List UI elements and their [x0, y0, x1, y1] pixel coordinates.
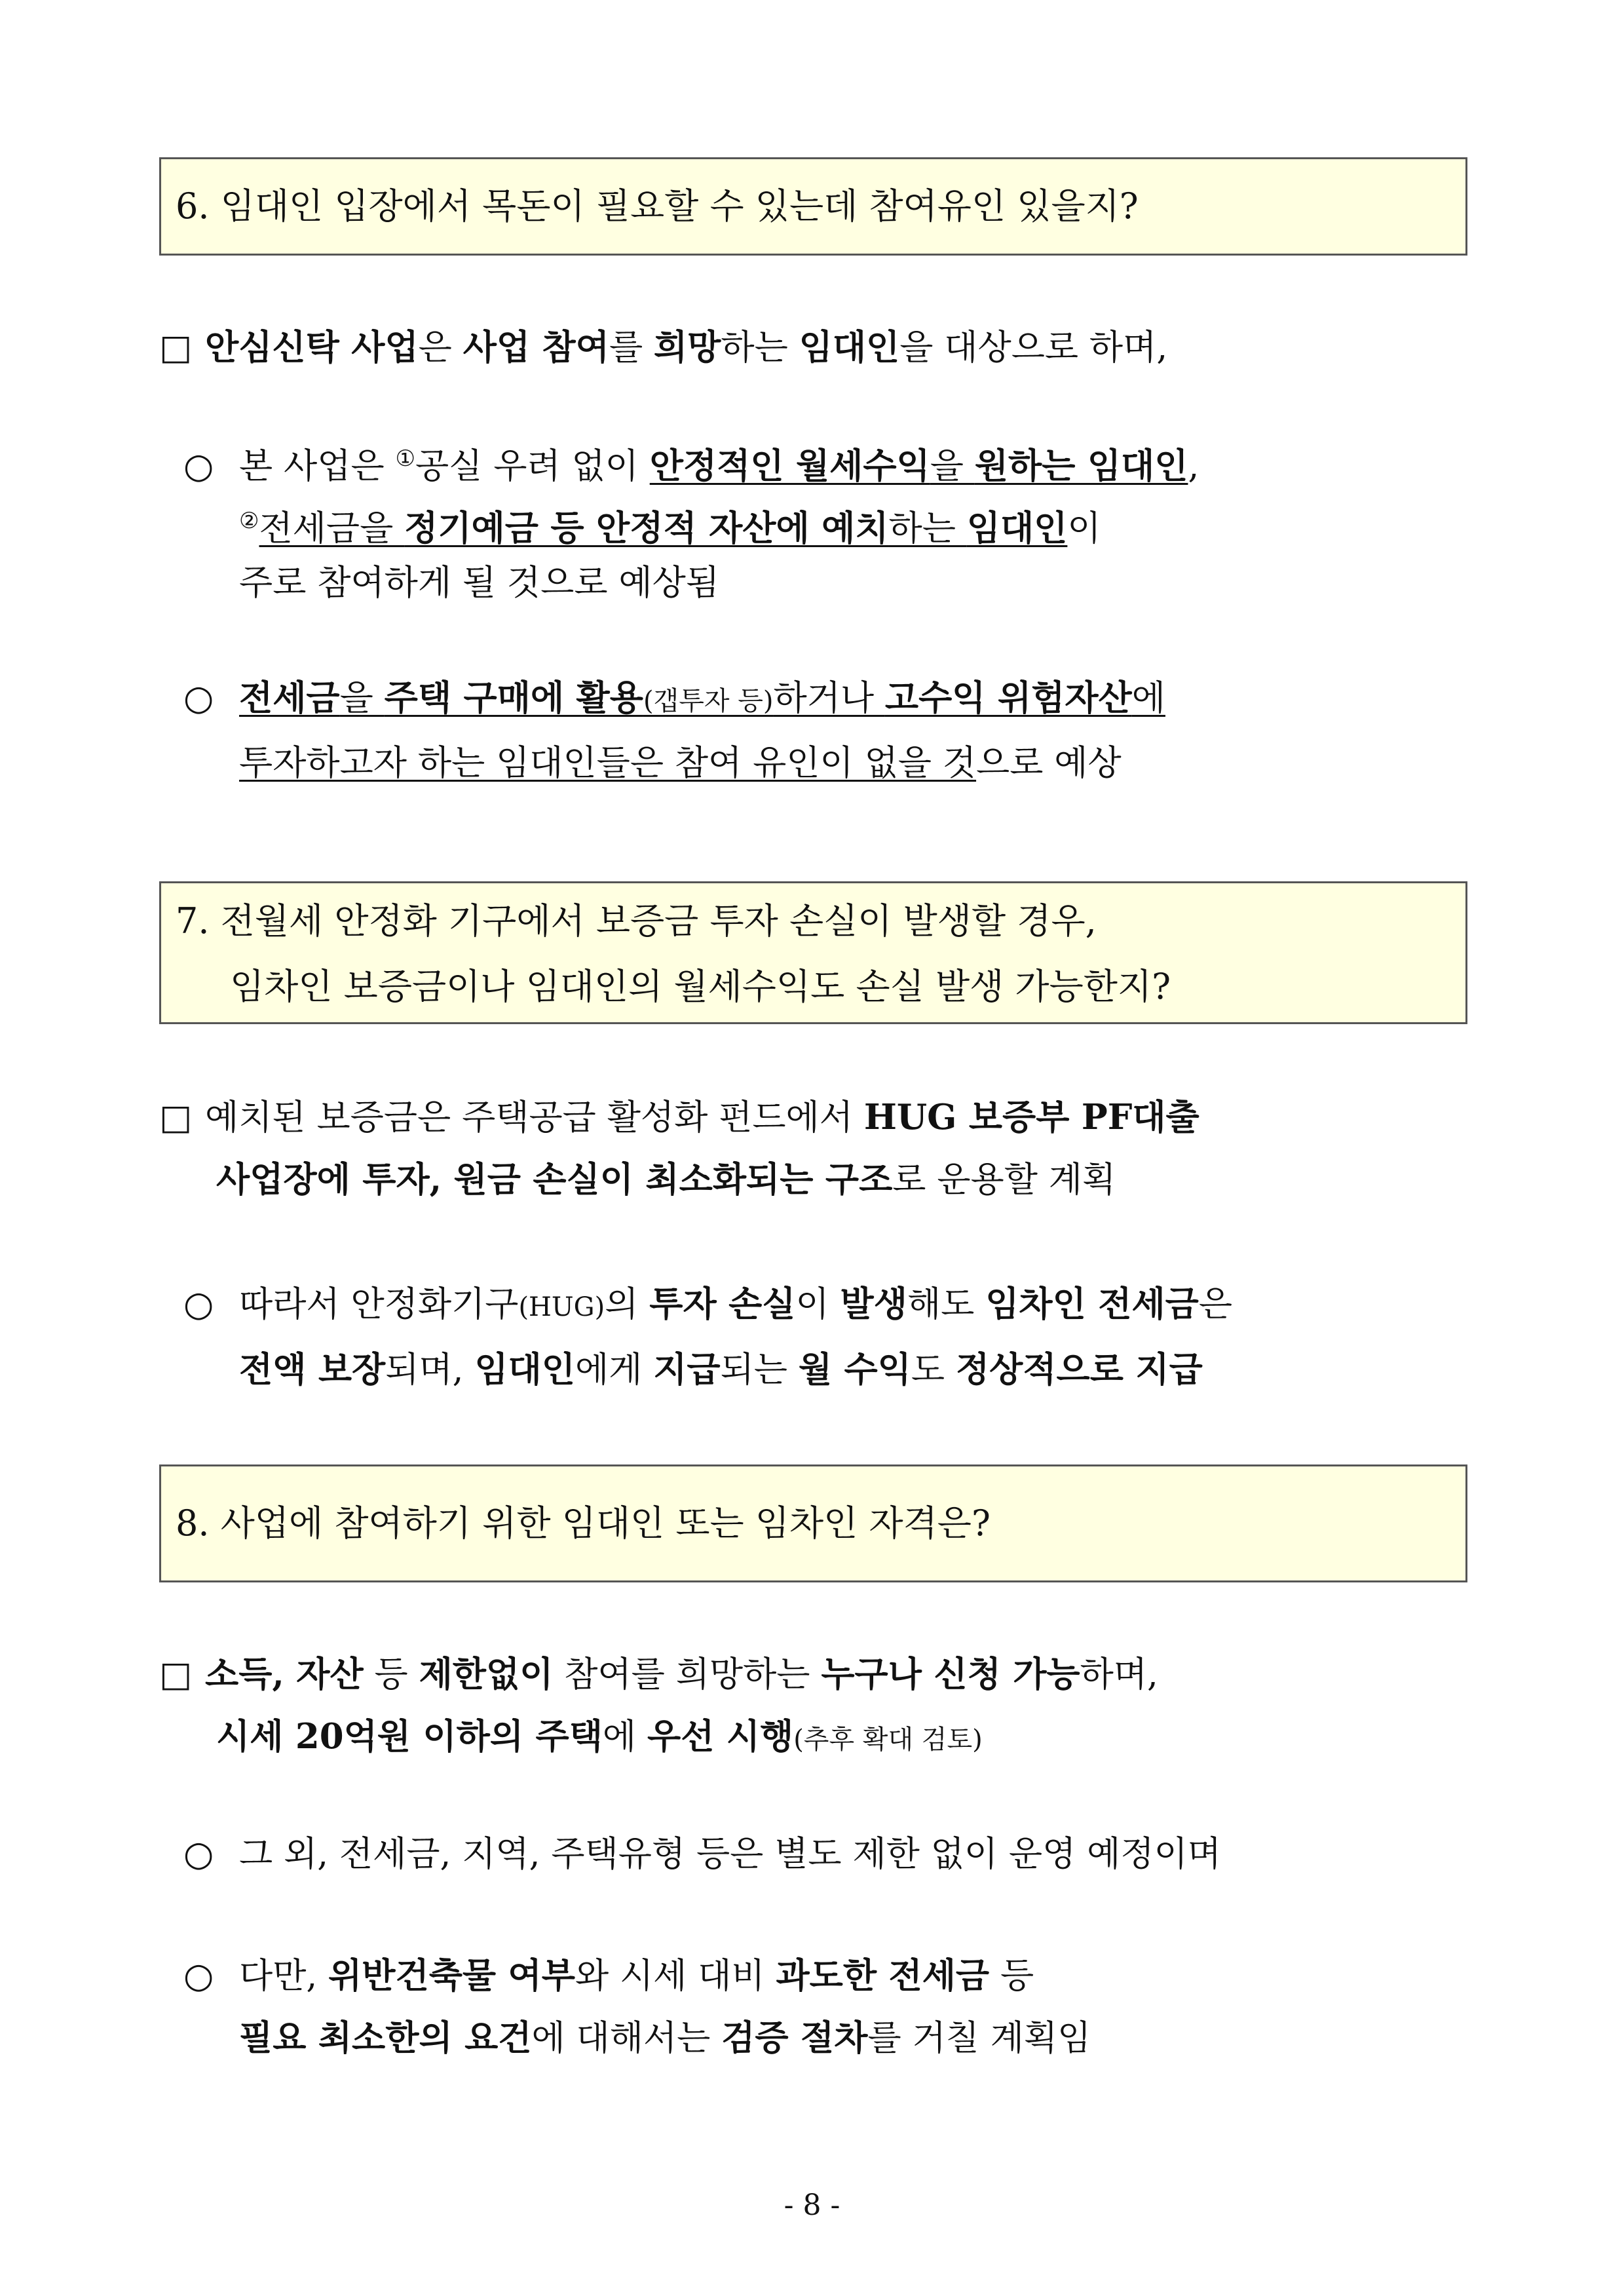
q6-bullet-2-line-1: ○ 전세금을 주택 구매에 활용(갭투자 등)하거나 고수익 위험자산에: [183, 675, 1165, 724]
checkbox-marker: □: [159, 328, 193, 368]
q8-bullet-2-line-2: 필요 최소한의 요건에 대해서는 검증 절차를 거칠 계획임: [239, 2018, 1091, 2058]
q8-bullet-2-line-1: ○ 다만, 위반건축물 여부와 시세 대비 과도한 전세금 등: [183, 1953, 1034, 1999]
question-title-6: 6. 임대인 입장에서 목돈이 필요할 수 있는데 참여유인 있을지?: [176, 185, 1139, 227]
q6-bullet-1-line-3: 주로 참여하게 될 것으로 예상됨: [239, 563, 719, 603]
question-title-7-line-2: 임차인 보증금이나 임대인의 월세수익도 손실 발생 가능한지?: [230, 966, 1171, 1007]
question-box-7: [159, 881, 1467, 1024]
q6-bullet-2-line-2: 투자하고자 하는 임대인들은 참여 유인이 없을 것으로 예상: [239, 743, 1122, 783]
q7-main-point-line-2: 사업장에 투자, 원금 손실이 최소화되는 구조로 운용할 계획: [216, 1159, 1116, 1200]
q8-main-point-line-1: □ 소득, 자산 등 제한없이 참여를 희망하는 누구나 신청 가능하며,: [159, 1651, 1158, 1698]
q6-bullet-1-line-1: ○ 본 사업은 ①공실 우려 없이 안정적인 월세수익을 원하는 임대인,: [183, 436, 1199, 489]
checkbox-marker: □: [159, 1098, 193, 1138]
q6-bullet-1-line-2: ②전세금을 정기예금 등 안정적 자산에 예치하는 임대인이: [239, 508, 1101, 548]
circle-bullet: ○: [183, 1284, 214, 1324]
circle-bullet: ○: [183, 1956, 214, 1996]
question-box-6: [159, 157, 1467, 256]
q7-bullet-1-line-1: ○ 따라서 안정화기구(HUG)의 투자 손실이 발생해도 임차인 전세금은: [183, 1281, 1232, 1330]
q6-main-point: □ 안심신탁 사업은 사업 참여를 희망하는 임대인을 대상으로 하며,: [159, 324, 1167, 371]
checkbox-marker: □: [159, 1655, 193, 1694]
circle-bullet: ○: [183, 678, 214, 718]
q7-bullet-1-line-2: 전액 보장되며, 임대인에게 지급되는 월 수익도 정상적으로 지급: [239, 1349, 1203, 1390]
circle-bullet: ○: [183, 446, 214, 486]
question-box-8: [159, 1464, 1467, 1582]
q7-main-point-line-1: □ 예치된 보증금은 주택공급 활성화 펀드에서 HUG 보증부 PF대출: [159, 1094, 1199, 1141]
question-title-7-line-1: 7. 전월세 안정화 기구에서 보증금 투자 손실이 발생할 경우,: [176, 900, 1097, 942]
q8-bullet-1: ○ 그 외, 전세금, 지역, 주택유형 등은 별도 제한 없이 운영 예정이며: [183, 1831, 1221, 1877]
circle-bullet: ○: [183, 1834, 214, 1874]
question-title-8: 8. 사업에 참여하기 위한 임대인 또는 임차인 자격은?: [176, 1502, 991, 1544]
page-number: - 8 -: [784, 2189, 840, 2222]
q8-main-point-line-2: 시세 20억원 이하의 주택에 우선 시행(추후 확대 검토): [216, 1716, 983, 1757]
